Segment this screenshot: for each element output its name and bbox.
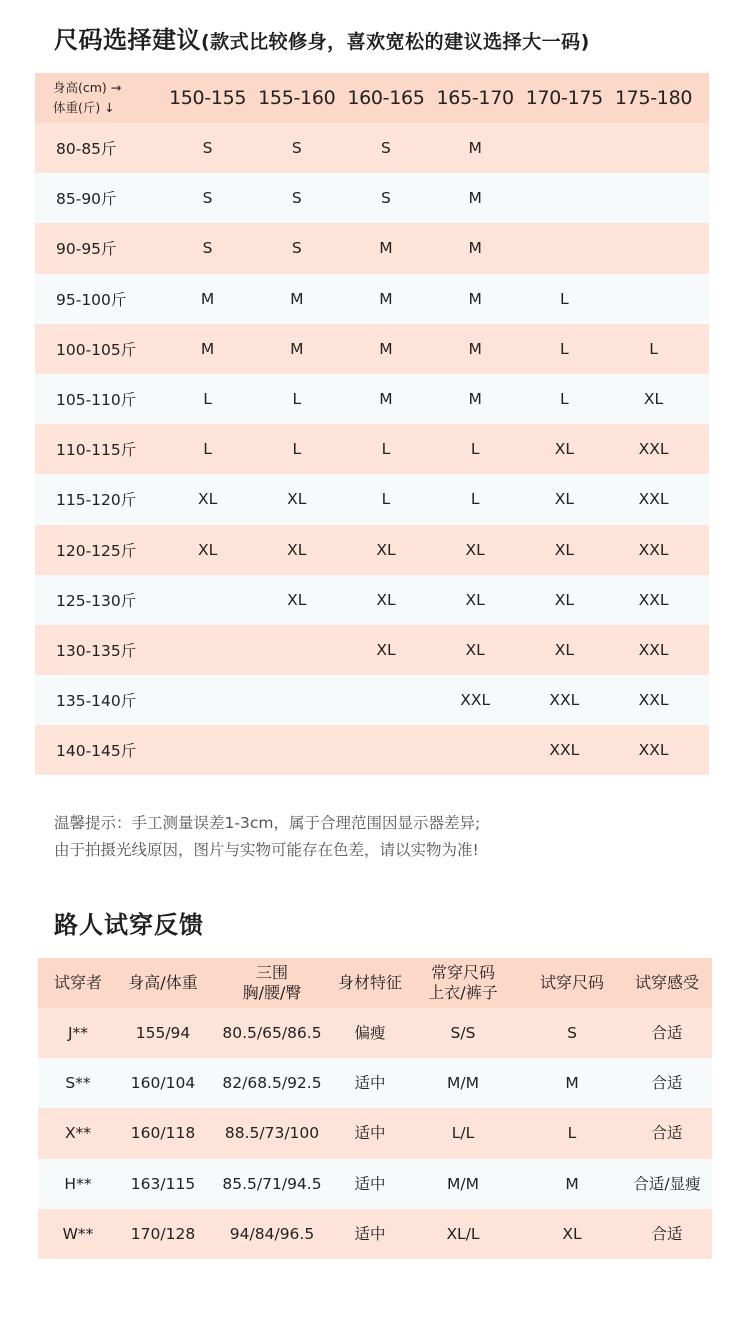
size-row [35, 625, 709, 675]
header-usual-size-line1: 常穿尺码 [430, 963, 495, 982]
size-cell: XXL [549, 741, 580, 760]
tried-size-cell: M [565, 1174, 579, 1193]
measurements-cell: 85.5/71/94.5 [222, 1174, 322, 1193]
header-tried-size: 试穿尺码 [539, 973, 604, 992]
size-cell: XXL [638, 691, 669, 710]
size-cell: L [560, 390, 569, 409]
feedback-row [38, 1058, 712, 1108]
size-guide-title-note: (款式比较修身，喜欢宽松的建议选择大一码) [201, 31, 590, 53]
header-usual-size [404, 963, 522, 1003]
header-measurements-line2: 胸/腰/臀 [242, 983, 302, 1002]
size-cell: XXL [638, 540, 669, 559]
feedback-row [38, 1159, 712, 1209]
header-measurements-line1: 三围 [255, 963, 288, 982]
tried-size-cell: M [565, 1074, 579, 1093]
size-cell: L [292, 440, 302, 459]
axis-height-label: 身高(cm) → [53, 80, 122, 95]
size-cell: XXL [460, 691, 491, 710]
size-cell: M [468, 339, 482, 358]
weight-range-label: 135-140斤 [56, 692, 137, 711]
measurements-cell: 94/84/96.5 [229, 1224, 315, 1243]
size-cell: XL [376, 640, 396, 659]
size-cell: XL [287, 490, 307, 509]
height-weight-cell: 160/104 [130, 1074, 196, 1093]
size-row [35, 424, 709, 474]
usual-size-cell: L/L [451, 1124, 475, 1143]
size-cell: S [381, 189, 391, 208]
size-cell: M [379, 289, 393, 308]
size-cell: XXL [638, 490, 669, 509]
size-row [35, 274, 709, 324]
header-tester: 试穿者 [53, 973, 102, 992]
measurements-cell: 82/68.5/92.5 [222, 1074, 322, 1093]
feedback-title: 路人试穿反馈 [54, 911, 204, 939]
size-cell: M [468, 289, 482, 308]
height-column-header: 165-170 [436, 87, 514, 109]
size-cell: XXL [638, 590, 669, 609]
fit-cell: 合适 [651, 1024, 683, 1043]
size-cell: XL [554, 590, 574, 609]
usual-size-cell: XL/L [446, 1224, 480, 1243]
height-column-header: 175-180 [614, 87, 693, 109]
size-cell: S [291, 139, 302, 158]
header-body-type: 身材特征 [337, 973, 402, 992]
tried-size-cell: S [567, 1024, 577, 1043]
size-cell: XL [287, 540, 307, 559]
size-row [35, 324, 709, 374]
size-cell: L [470, 490, 480, 509]
size-guide-title-main: 尺码选择建议 [54, 26, 201, 54]
size-cell: L [560, 289, 569, 308]
size-cell: M [290, 339, 304, 358]
size-cell: XL [197, 490, 218, 509]
size-cell: M [290, 289, 304, 308]
size-row [35, 474, 709, 524]
size-cell: L [381, 490, 391, 509]
size-cell: L [203, 440, 212, 459]
usual-size-cell: M/M [447, 1174, 479, 1193]
size-cell: XL [643, 390, 664, 409]
body-type-cell: 偏瘦 [354, 1024, 386, 1043]
weight-range-label: 115-120斤 [56, 491, 137, 510]
height-column-header: 160-165 [347, 87, 425, 109]
size-cell: XXL [549, 691, 580, 710]
size-cell: XXL [638, 741, 669, 760]
size-row [35, 725, 709, 775]
weight-range-label: 110-115斤 [56, 441, 137, 460]
weight-range-label: 90-95斤 [56, 240, 117, 259]
height-weight-cell: 170/128 [130, 1224, 196, 1243]
size-cell: XL [197, 540, 218, 559]
size-cell: S [202, 189, 213, 208]
tried-size-cell: XL [562, 1224, 582, 1243]
weight-range-label: 95-100斤 [56, 290, 127, 309]
size-cell: M [200, 339, 215, 358]
header-usual-size-line2: 上衣/裤子 [428, 983, 498, 1002]
size-cell: XL [287, 590, 307, 609]
size-row [35, 675, 709, 725]
weight-range-label: 130-135斤 [56, 641, 137, 660]
usual-size-cell: M/M [447, 1074, 479, 1093]
measurements-cell: 88.5/73/100 [224, 1124, 320, 1143]
axis-label [35, 78, 163, 118]
notice-line: 温馨提示：手工测量误差1-3cm，属于合理范围因显示器差异; [54, 814, 481, 832]
fit-cell: 合适 [651, 1124, 683, 1143]
size-cell: S [202, 239, 213, 258]
height-weight-cell: 163/115 [130, 1174, 196, 1193]
height-weight-cell: 155/94 [135, 1024, 191, 1043]
size-row [35, 123, 709, 173]
size-cell: L [292, 390, 302, 409]
tester-cell: J** [67, 1024, 89, 1043]
size-cell: S [202, 139, 213, 158]
feedback-header [38, 958, 712, 1008]
measurements-cell: 80.5/65/86.5 [222, 1024, 322, 1043]
size-cell: M [468, 189, 482, 208]
header-fit: 试穿感受 [634, 973, 699, 992]
fit-cell: 合适 [651, 1224, 683, 1243]
usual-size-cell: S/S [450, 1024, 476, 1043]
weight-range-label: 100-105斤 [56, 340, 137, 359]
size-cell: XL [376, 540, 396, 559]
tester-cell: W** [62, 1224, 94, 1243]
size-cell: XXL [638, 640, 669, 659]
body-type-cell: 适中 [354, 1224, 386, 1243]
size-cell: M [379, 339, 393, 358]
feedback-row [38, 1209, 712, 1259]
size-cell: XL [554, 440, 574, 459]
size-guide-title [54, 20, 590, 55]
weight-range-label: 125-130斤 [56, 591, 137, 610]
size-cell: XL [465, 640, 485, 659]
feedback-table [38, 958, 712, 1259]
fit-cell: 合适 [651, 1074, 683, 1093]
size-cell: M [200, 289, 215, 308]
weight-range-label: 85-90斤 [56, 190, 117, 209]
weight-range-label: 140-145斤 [56, 742, 137, 761]
size-cell: M [379, 239, 393, 258]
size-cell: XL [376, 590, 396, 609]
tester-cell: S** [65, 1074, 91, 1093]
body-type-cell: 适中 [354, 1174, 386, 1193]
size-cell: L [470, 440, 480, 459]
height-column-header: 170-175 [525, 87, 603, 109]
size-cell: XL [554, 490, 574, 509]
size-row [35, 173, 709, 223]
tried-size-cell: L [567, 1124, 577, 1143]
weight-range-label: 105-110斤 [56, 391, 137, 410]
feedback-body [38, 1008, 712, 1259]
size-cell: L [203, 390, 212, 409]
feedback-row [38, 1108, 712, 1158]
height-weight-cell: 160/118 [130, 1124, 196, 1143]
header-height-weight: 身高/体重 [128, 973, 198, 992]
size-cell: XL [554, 640, 574, 659]
tester-cell: X** [64, 1124, 92, 1143]
height-column-header: 150-155 [168, 87, 247, 109]
size-cell: XL [554, 540, 574, 559]
size-cell: S [291, 189, 302, 208]
measurement-notice [54, 810, 480, 864]
body-type-cell: 适中 [354, 1074, 386, 1093]
size-row [35, 374, 709, 424]
size-cell: XL [465, 540, 485, 559]
size-cell: S [291, 239, 302, 258]
size-chart-header [35, 73, 709, 123]
size-row [35, 525, 709, 575]
size-row [35, 223, 709, 273]
axis-weight-label: 体重(斤) ↓ [53, 100, 115, 115]
height-column-header: 155-160 [258, 87, 336, 109]
size-chart-table [35, 73, 709, 775]
size-cell: XL [465, 590, 485, 609]
size-cell: M [379, 390, 393, 409]
fit-cell: 合适/显瘦 [633, 1174, 701, 1193]
tester-cell: H** [64, 1174, 92, 1193]
size-cell: M [468, 139, 482, 158]
header-measurements [208, 963, 336, 1003]
size-cell: S [381, 139, 391, 158]
weight-range-label: 80-85斤 [56, 140, 117, 159]
size-cell: M [468, 390, 482, 409]
notice-line: 由于拍摄光线原因，图片与实物可能存在色差，请以实物为准! [54, 841, 479, 859]
feedback-row [38, 1008, 712, 1058]
size-cell: M [468, 239, 482, 258]
size-cell: L [649, 339, 658, 358]
weight-range-label: 120-125斤 [56, 541, 137, 560]
size-chart-body [35, 123, 709, 775]
size-cell: L [381, 440, 391, 459]
size-row [35, 575, 709, 625]
size-cell: L [560, 339, 569, 358]
body-type-cell: 适中 [354, 1124, 386, 1143]
size-cell: XXL [638, 440, 669, 459]
